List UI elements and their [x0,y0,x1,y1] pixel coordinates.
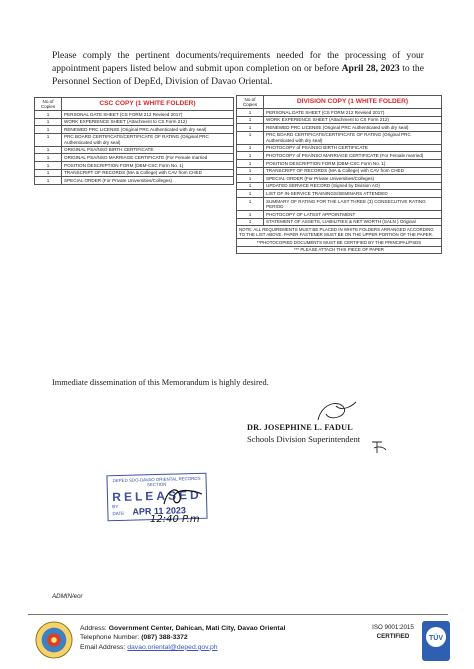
csc-copies-cell: 1 [35,126,62,134]
footer-email-line [80,643,285,652]
deped-seal-icon [35,621,73,659]
csc-copies-cell: 1 [35,133,62,146]
division-table-row [237,190,442,198]
division-note2-row [237,239,442,247]
csc-document-cell: ORIGINAL PSA/NSO BIRTH CERTIFICATE [62,146,234,154]
division-document-cell: PHOTOCOPY of PSA/NSO BIRTH CERTIFICATE [264,144,442,152]
division-copies-cell: 1 [237,116,264,124]
division-document-cell: PHOTOCOPY OF LATEST APPOINTMENT [264,210,442,218]
division-document-cell: PHOTOCOPY of PSA/NSO MARRIAGE CERTIFICATE (For Female married) [264,152,442,160]
intro-text-1: Please comply the pertinent documents/requirements needed for the processing of your appointment papers listed below and submit upon completion on or before [52,50,424,74]
division-document-cell: PERSONAL DATE SHEET (CS FORM 212 Revised 2017) [264,109,442,117]
division-document-cell: STATEMENT OF ASSETS, LIABILITIES & NET WORTH (SALN ) Original [264,218,442,226]
stamp-office: DEPED SDO-DAVAO ORIENTAL RECORDS SECTION [112,475,201,488]
division-note-photocopy: **PHOTOCOPIED DOCUMENTS MUST BE CERTIFIED BY THE PRINCIPAL/PSDS [237,239,442,247]
division-table-row [237,210,442,218]
csc-copies-cell: 1 [35,169,62,177]
csc-table-row [35,111,234,119]
intro-text-2: to the Personnel Section of DepEd, Division of Davao Oriental. [52,62,424,87]
phone-value: (087) 388-3372 [141,634,188,642]
division-document-cell: TRANSCRIPT OF RECORDS (MA & College) with CAV from CHED [264,167,442,175]
division-table-row [237,182,442,190]
initials-scribble-icon [368,438,390,456]
division-table-row [237,175,442,183]
division-document-cell: WORK EXPERIENCE SHEET (Attachment to CS Form 212) [264,116,442,124]
division-copies-cell: 1 [237,144,264,152]
csc-col-header: CSC COPY (1 WHITE FOLDER) [62,98,234,111]
stamp-date: APR 11 2023 [132,505,187,517]
csc-col-copies: No.of Copies [35,98,62,111]
division-note: NOTE: ALL REQUIREMENTS MUST BE PLACED IN WHITE FOLDERS ARRANGED ACCORDING TO THE LIST ABOVE. PAPER FASTENER MUST BE ON THE UPPER PORTION OF THE PAPER. [237,226,442,239]
footer-address-line [80,624,285,633]
division-note3-row [237,246,442,254]
division-document-cell: LIST OF IN-SERVICE TRAININGS/SEMINARS ATTENDED [264,190,442,198]
phone-label: Telephone Number: [80,634,140,642]
email-label: Email Address: [80,643,126,651]
division-copies-cell: 1 [237,197,264,210]
stamp-date-label: DATE [112,510,125,517]
csc-copies-cell: 1 [35,146,62,154]
csc-document-cell: RENEWED PRC LICENSE (Original PRC Authenticated with dry seal) [62,126,234,134]
division-note-row [237,226,442,239]
csc-table-row [35,118,234,126]
signatory-title: Schools Division Superintendent [247,434,361,444]
csc-table-body [35,111,234,185]
division-table-row [237,131,442,144]
signatory-name: DR. JOSEPHINE L. FADUL [247,423,353,432]
address-label: Address: [80,625,107,632]
csc-document-cell: TRANSCRIPT OF RECORDS (MA & College) with CAV from CHED [62,169,234,177]
iso-certification [362,624,424,641]
address-value: Government Center, Dahican, Mati City, Davao Oriental [108,625,286,632]
division-document-cell: RENEWED PRC LICENSE (Original PRC Authenticated with dry seal) [264,124,442,132]
division-document-cell: PRC BOARD CERTIFICATE/CERTIFICATE OF RATING (Original PRC Authenticated with dry seal) [264,131,442,144]
division-table-row [237,167,442,175]
csc-table-header-row [35,98,234,111]
footer-address-block [80,624,285,652]
deadline-date: April 28, 2023 [341,62,400,74]
division-copies-cell: 1 [237,190,264,198]
csc-table-row [35,146,234,154]
iso-standard: ISO 9001:2015 [372,624,414,631]
csc-table-row [35,126,234,134]
division-document-cell: SUMMARY OF RATING FOR THE LAST THREE (3) CONSECUTIVE RATING PERIOD [264,197,442,210]
csc-document-cell: PRC BOARD CERTIFICATE/CERTIFICATE OF RATING (Original PRC Authenticated with dry seal) [62,133,234,146]
division-table-row [237,124,442,132]
email-link[interactable]: davao.oriental@deped.gov.ph [127,643,218,651]
division-table-row [237,109,442,117]
csc-document-cell: ORIGINAL PSA/NSO MARRIAGE CERTIFICATE (For Female married [62,154,234,162]
csc-copies-cell: 1 [35,111,62,119]
division-table-row [237,116,442,124]
csc-document-cell: POSITION DESCRIPTION FORM (DBM-CSC Form No. 1) [62,161,234,169]
division-table-header-row [237,96,442,109]
stamp-released-label: RELEASED [112,487,202,505]
division-table-body [237,109,442,226]
footer-phone-line [80,633,285,642]
division-table-row [237,218,442,226]
division-copies-cell: 1 [237,124,264,132]
division-copies-cell: 1 [237,182,264,190]
csc-document-cell: SPECIAL ORDER (For Private Universities/Colleges) [62,177,234,185]
division-col-header: DIVISION COPY (1 WHITE FOLDER) [264,96,442,109]
division-document-cell: UPDATED SERVICE RECORD (Signed by Division AO) [264,182,442,190]
division-copies-cell: 1 [237,159,264,167]
csc-document-cell: WORK EXPERIENCE SHEET (Attachment to CS Form 212) [62,118,234,126]
division-table-row [237,144,442,152]
division-table-row [237,159,442,167]
release-time: 12:40 P.m [150,514,200,525]
csc-requirements-table [34,97,234,185]
intro-paragraph [52,50,424,88]
division-copies-cell: 1 [237,210,264,218]
csc-copies-cell: 1 [35,177,62,185]
admin-initials: ADMIN/eor [52,593,83,600]
csc-table-row [35,133,234,146]
footer-divider [28,614,448,615]
division-copies-cell: 1 [237,175,264,183]
csc-copies-cell: 1 [35,118,62,126]
division-copies-cell: 1 [237,131,264,144]
csc-copies-cell: 1 [35,161,62,169]
division-col-copies: No.of Copies [237,96,264,109]
division-requirements-table [236,95,442,254]
division-table-row [237,197,442,210]
division-table-row [237,152,442,160]
division-document-cell: SPECIAL ORDER (For Private Universities/Colleges) [264,175,442,183]
released-initials-scribble-icon [158,484,208,510]
dissemination-text: Immediate dissemination of this Memorandum is highly desired. [52,378,269,387]
division-copies-cell: 1 [237,167,264,175]
division-copies-cell: 1 [237,152,264,160]
csc-table-row [35,154,234,162]
division-copies-cell: 1 [237,109,264,117]
svg-text:TÜV: TÜV [429,635,443,642]
division-copies-cell: 1 [237,218,264,226]
iso-certified: CERTIFIED [376,632,410,640]
csc-table-row [35,161,234,169]
csc-table-row [35,177,234,185]
division-note-attach: *** PLEASE ATTACH THIS PIECE OF PAPER [237,246,442,254]
stamp-by-label: BY [112,504,119,510]
csc-table-row [35,169,234,177]
signature-block [247,423,360,444]
csc-copies-cell: 1 [35,154,62,162]
division-document-cell: POSITION DESCRIPTION FORM (DBM-CSC Form No. 1) [264,159,442,167]
tuv-logo-icon [420,619,452,663]
csc-document-cell: PERSONAL DATE SHEET (CS FORM 212 Revised 2017) [62,111,234,119]
